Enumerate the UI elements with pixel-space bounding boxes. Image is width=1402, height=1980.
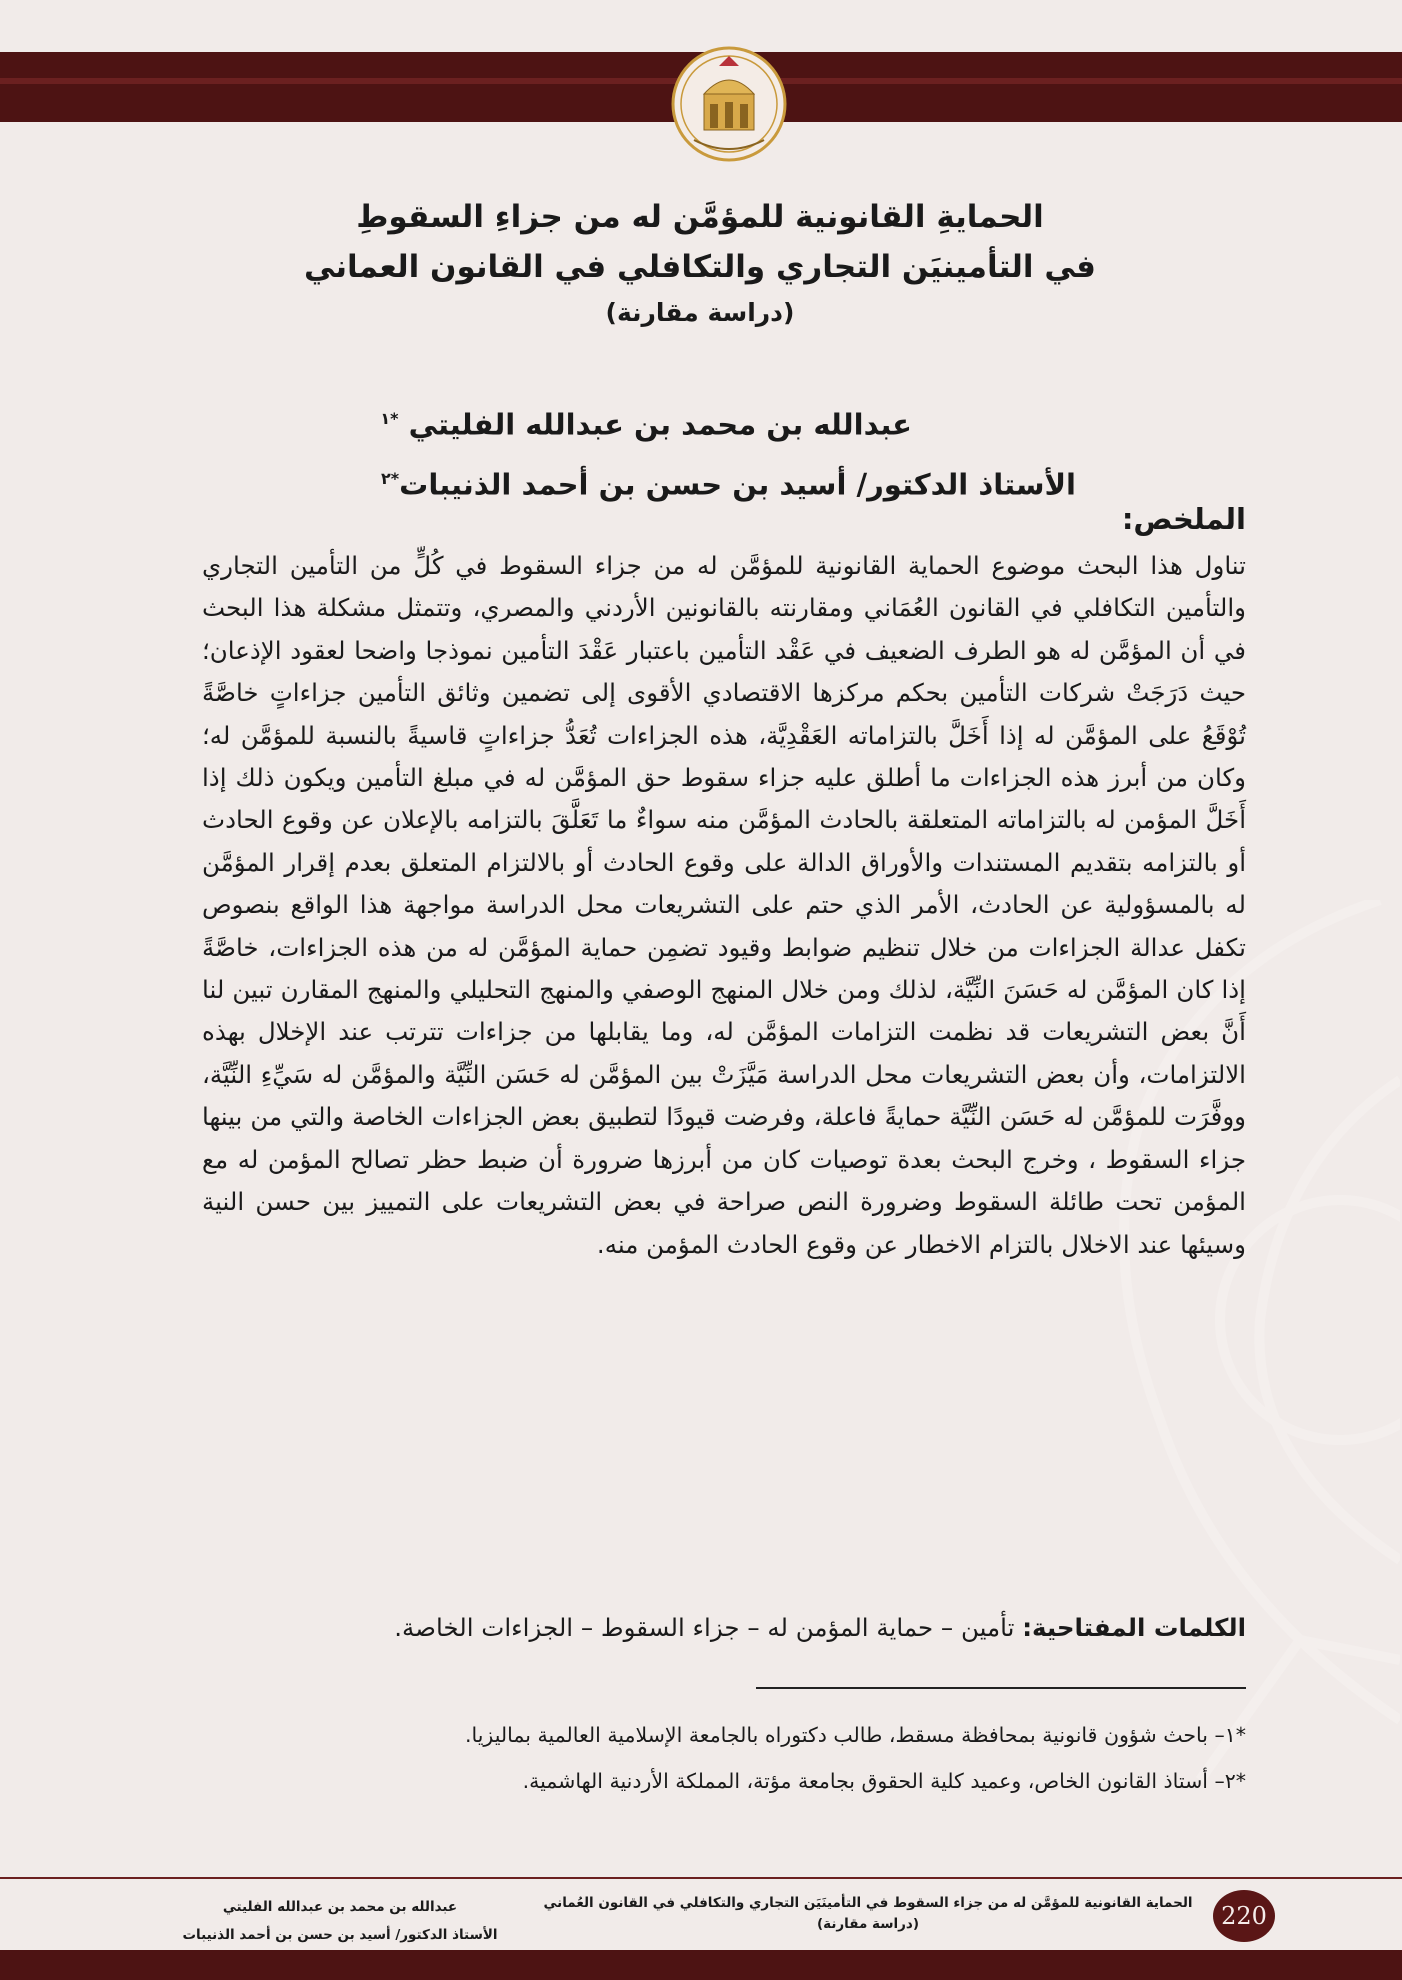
running-title-line-1: الحماية القانونية للمؤمَّن له من جزاء السقوط في التأمينَيَن التجاري والتكافلي في القانون العُماني [543, 1895, 1193, 1911]
footnote-divider [756, 1687, 1246, 1689]
author-1 [152, 392, 912, 452]
page-number: 220 [1213, 1890, 1275, 1942]
abstract-heading: الملخص: [1121, 502, 1246, 536]
running-title-line-2: (دراسة مقارنة) [816, 1916, 919, 1932]
bottom-footer-band [0, 1950, 1402, 1980]
author-1-mark: *١ [380, 409, 399, 428]
running-authors [140, 1893, 540, 1949]
keywords-label: الكلمات المفتاحية: [1022, 1613, 1246, 1642]
footnote-1: *١– باحث شؤون قانونية بمحافظة مسقط، طالب دكتوراه بالجامعة الإسلامية العالمية بماليزيا. [464, 1723, 1246, 1747]
running-author-2: الأستاذ الدكتور/ أسيد بن حسن بن أحمد الذنيبات [182, 1927, 498, 1943]
abstract-text: تناول هذا البحث موضوع الحماية القانونية للمؤمَّن له من جزاء السقوط في كُلٍّ من التأمين التجاري والتأمين التكافلي في القانون العُمَاني ومقارنته بالقانونين الأردني والمصري، وتتمثل مشكلة هذا البحث في أن المؤمَّن له هو الطرف الضعيف في عَقْد التأمين باعتبار عَقْدَ التأمين نموذجا واضحا لعقود الإذعان؛ حيث دَرَجَتْ شركات التأمين بحكم مركزها الاقتصادي الأقوى إلى تضمين وثائق التأمين جزاءاتٍ خاصَّةً تُوْقَعُ على المؤمَّن له إذا أَخَلَّ بالتزاماته العَقْدِيَّة، هذه الجزاءات تُعَدُّ جزاءاتٍ قاسيةً بالنسبة للمؤمَّن له؛ وكان من أبرز هذه الجزاءات ما أطلق عليه جزاء سقوط حق المؤمَّن له في مبلغ التأمين ويكون ذلك إذا أَخَلَّ المؤمن له بالتزاماته المتعلقة بالحادث المؤمَّن منه سواءٌ ما تَعَلَّقَ بالتزامه بالإعلان عن وقوع الحادث أو بالتزامه بتقديم المستندات والأوراق الدالة على وقوع الحادث أو بالالتزام المتعلق بعدم إقرار المؤمَّن له بالمسؤولية عن الحادث، الأمر الذي حتم على التشريعات محل الدراسة مواجهة هذا الواقع بنصوص تكفل عدالة الجزاءات من خلال تنظيم ضوابط وقيود تضمِن حماية المؤمَّن له من هذه الجزاءات، خاصَّةً إذا كان المؤمَّن له حَسَنَ النِّيَّة، لذلك ومن خلال المنهج الوصفي والمنهج التحليلي والمنهج المقارن تبين لنا أَنَّ بعض التشريعات قد نظمت التزامات المؤمَّن له، وما يقابلها من جزاءات تترتب عند الإخلال بهذه الالتزامات، وأن بعض التشريعات محل الدراسة مَيَّزَتْ بين المؤمَّن له حَسَن النِّيَّة والمؤمَّن له سَيِّءِ النِّيَّة، ووفَّرَت للمؤمَّن له حَسَن النِّيَّة حمايةً فاعلة، وفرضت قيودًا لتطبيق بعض الجزاءات الخاصة والتي من بينها جزاء السقوط ، وخرج البحث بعدة توصيات كان من أبرزها ضرورة أن ضبط حظر تصالح المؤمن له مع المؤمن تحت طائلة السقوط وضرورة النص صراحة في بعض التشريعات على التمييز بين حسن النية وسيئها عند الاخلال بالتزام الاخطار عن وقوع الحادث المؤمن منه. [202, 551, 1246, 1259]
title-line-3: (دراسة مقارنة) [605, 298, 795, 327]
footer-divider [0, 1877, 1402, 1879]
authors-block [152, 392, 1076, 511]
title-line-2: في التأمينيَن التجاري والتكافلي في القانون العماني [304, 249, 1096, 285]
author-2-name: الأستاذ الدكتور/ أسيد بن حسن بن أحمد الذنيبات [399, 467, 1076, 502]
institute-logo [664, 44, 794, 174]
author-2 [152, 452, 1076, 512]
footnote-2: *٢– أستاذ القانون الخاص، وعميد كلية الحقوق بجامعة مؤتة، المملكة الأردنية الهاشمية. [522, 1769, 1246, 1793]
author-2-mark: *٢ [381, 468, 400, 488]
running-title [540, 1893, 1196, 1935]
title-line-1: الحمايةِ القانونية للمؤمَّن له من جزاءِ السقوطِ [356, 199, 1044, 235]
running-author-1: عبدالله بن محمد بن عبدالله الفليتي [222, 1899, 458, 1915]
author-1-name: عبدالله بن محمد بن عبدالله الفليتي [408, 407, 912, 442]
article-title [200, 192, 1200, 334]
footnotes [202, 1712, 1246, 1804]
keywords-text: تأمين – حماية المؤمن له – جزاء السقوط – الجزاءات الخاصة. [394, 1613, 1015, 1642]
keywords-line [202, 1607, 1246, 1649]
